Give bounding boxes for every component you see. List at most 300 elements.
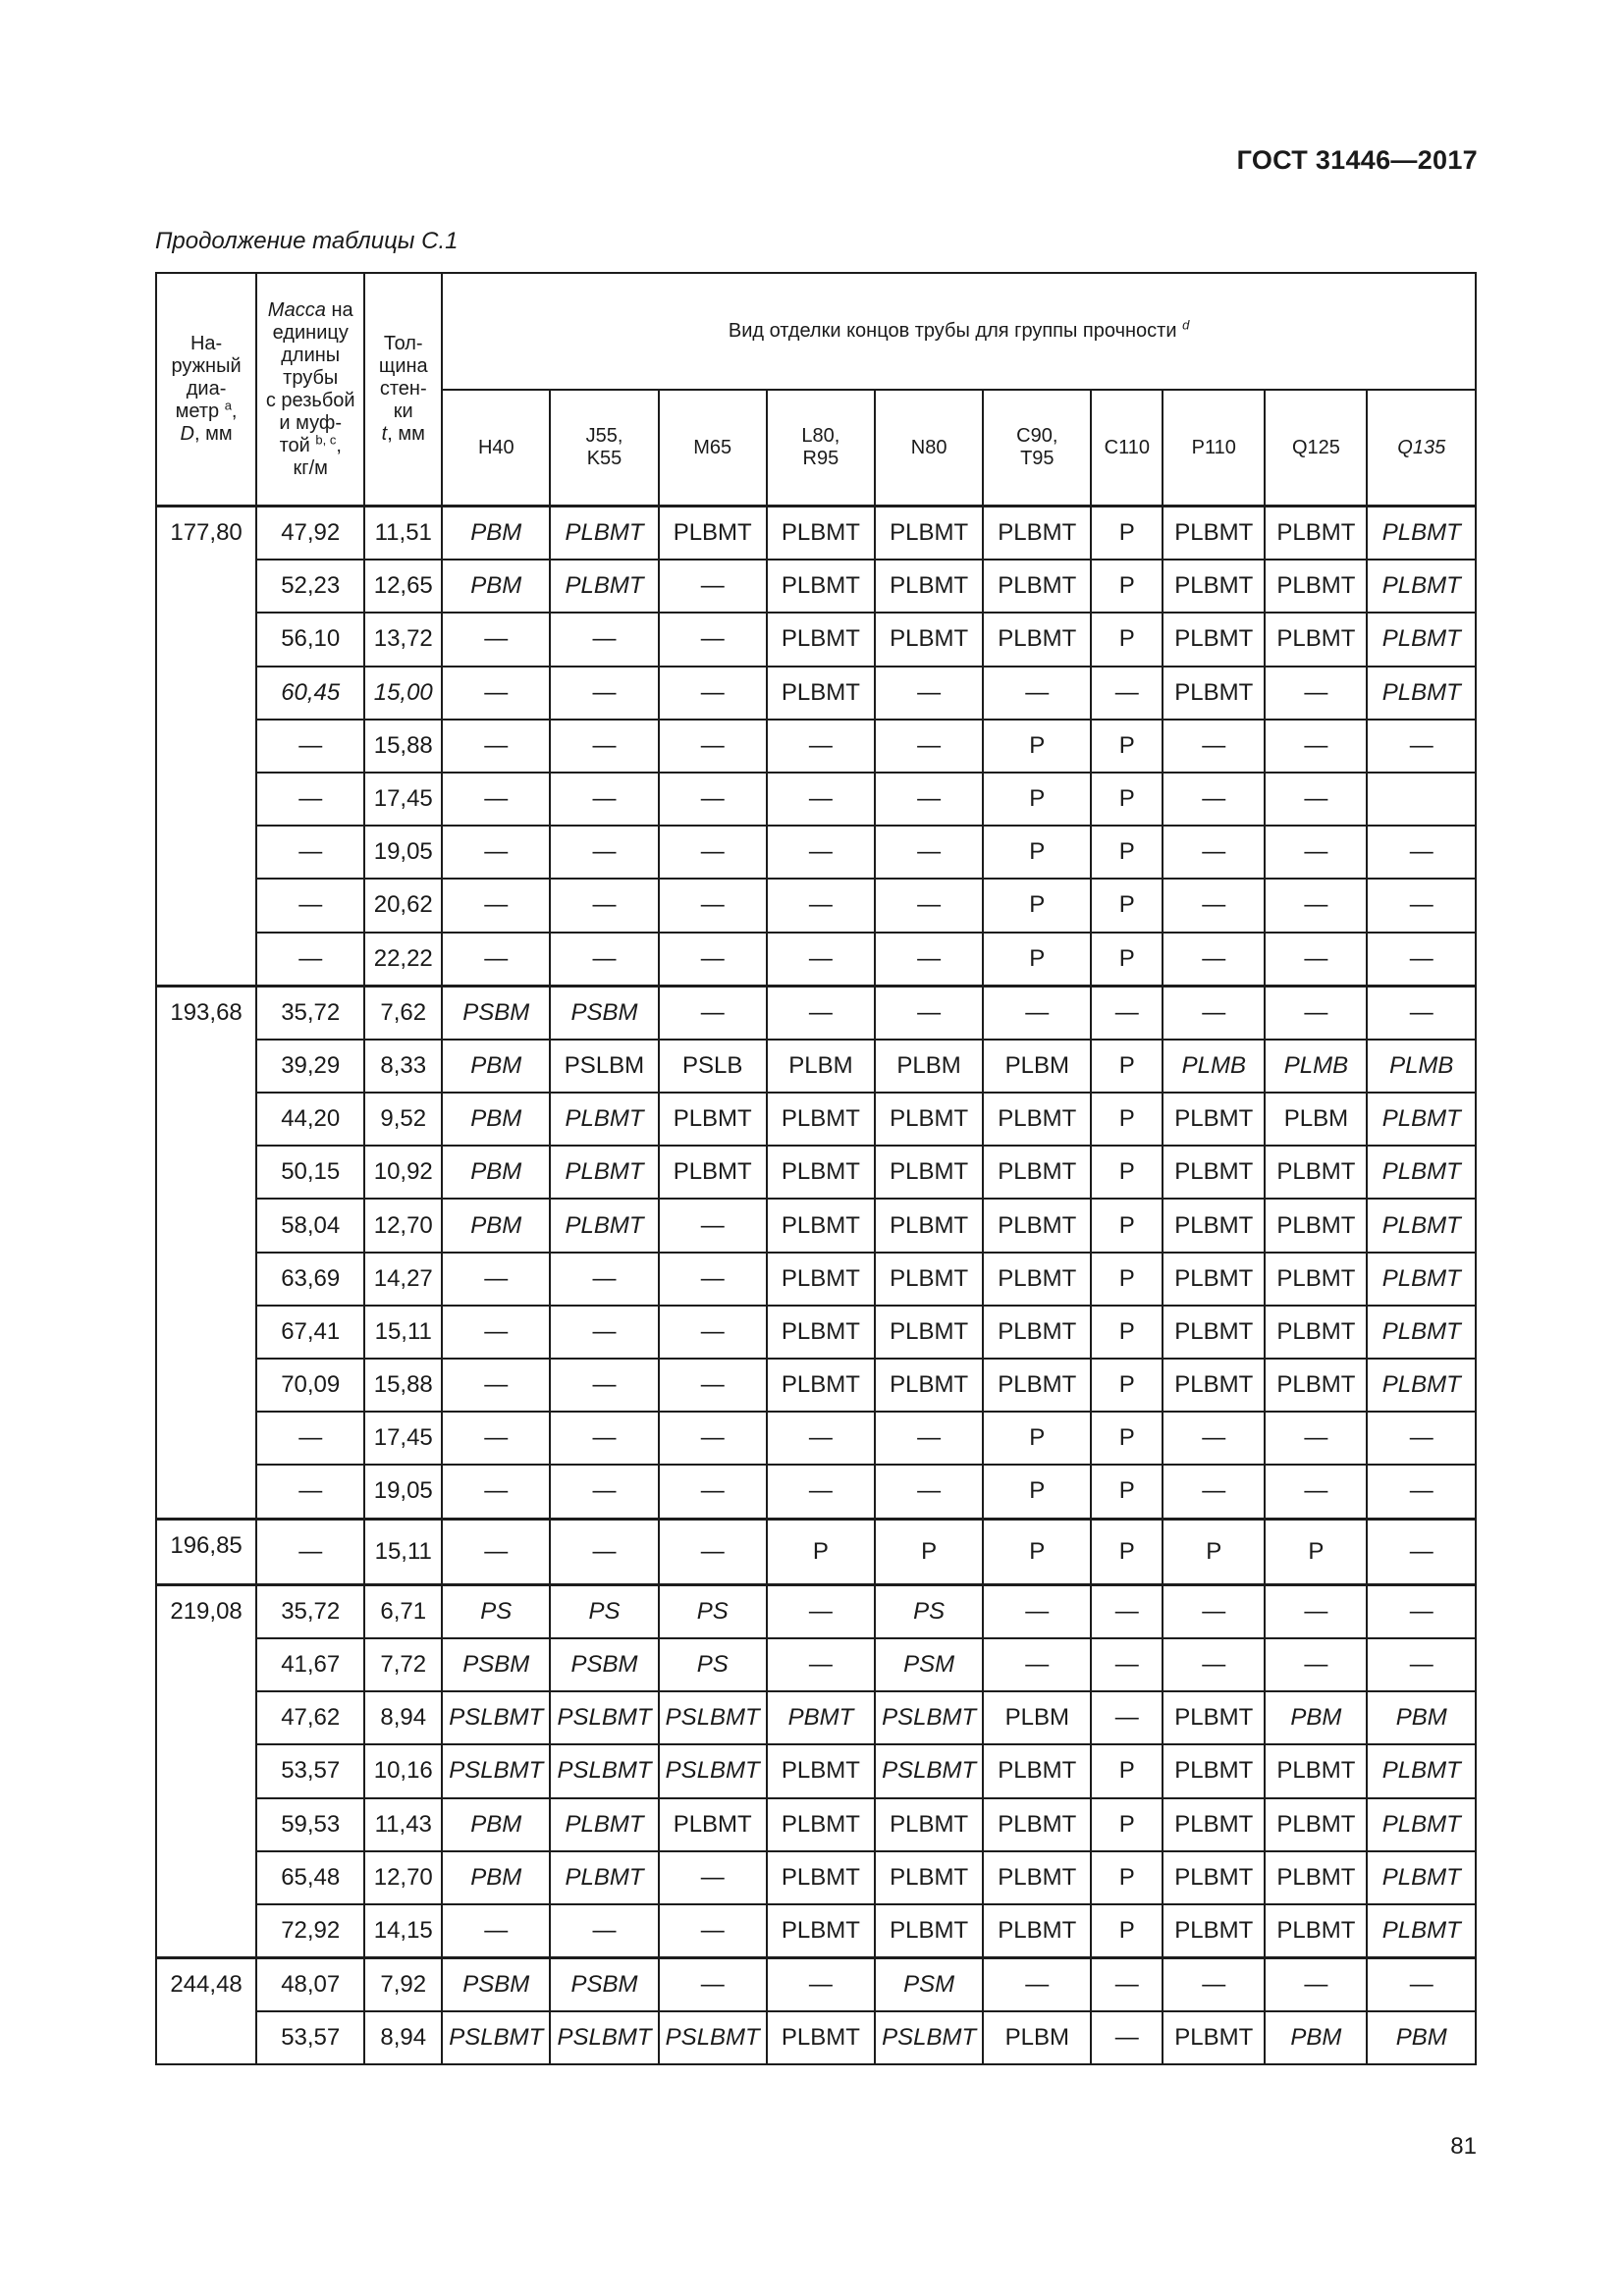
finish-cell: PLBMT [767,1253,875,1306]
finish-cell: PSLBMT [550,1744,658,1797]
table-row [156,1519,1476,1584]
finish-cell: PLBMT [1163,1904,1265,1958]
finish-cell: P [767,1519,875,1584]
mass-cell: 48,07 [256,1958,364,2012]
finish-cell: PLBMT [1265,1146,1367,1199]
finish-cell: PLBMT [1163,1146,1265,1199]
table-row [156,933,1476,987]
finish-cell: — [1367,879,1476,932]
finish-cell: PLBMT [659,507,767,561]
finish-cell: PSLBMT [875,1744,983,1797]
finish-cell: P [1091,1519,1163,1584]
thickness-cell: 12,65 [364,560,442,613]
table-row [156,1306,1476,1359]
finish-cell: — [767,1465,875,1519]
finish-cell: — [442,1359,550,1412]
thickness-cell: 10,92 [364,1146,442,1199]
finish-cell: PSLBMT [659,2011,767,2064]
finish-cell: PBM [1367,1691,1476,1744]
table-row [156,1040,1476,1093]
finish-cell: — [659,1958,767,2012]
finish-cell: PSLBMT [550,2011,658,2064]
finish-cell: — [1367,933,1476,987]
table-row [156,986,1476,1040]
finish-cell: — [983,986,1091,1040]
mass-cell: 44,20 [256,1093,364,1146]
finish-cell: — [1163,1958,1265,2012]
mass-cell: 53,57 [256,1744,364,1797]
finish-cell: P [1091,1744,1163,1797]
finish-cell: PSLBM [550,1040,658,1093]
thickness-cell: 8,33 [364,1040,442,1093]
thickness-cell: 13,72 [364,613,442,666]
finish-cell: PLBMT [875,1306,983,1359]
finish-cell: — [875,1465,983,1519]
thickness-cell: 7,92 [364,1958,442,2012]
finish-cell: — [659,1851,767,1904]
table-row [156,1851,1476,1904]
mass-cell: 41,67 [256,1638,364,1691]
finish-cell: — [550,933,658,987]
finish-cell: PSBM [442,1638,550,1691]
finish-cell: — [659,826,767,879]
mass-cell: — [256,1465,364,1519]
finish-cell: — [659,879,767,932]
finish-cell: — [442,720,550,773]
finish-cell: PLBM [767,1040,875,1093]
mass-cell: 39,29 [256,1040,364,1093]
finish-cell: PLBMT [550,1851,658,1904]
mass-cell: 70,09 [256,1359,364,1412]
header-grade: Q135 [1367,390,1476,507]
finish-cell: PLBMT [1265,1744,1367,1797]
mass-cell: 59,53 [256,1798,364,1851]
finish-cell: P [983,720,1091,773]
finish-cell: — [1163,773,1265,826]
finish-cell: P [1091,1465,1163,1519]
finish-cell: PLBMT [767,1093,875,1146]
thickness-cell: 12,70 [364,1199,442,1252]
finish-cell: — [1163,1465,1265,1519]
finish-cell: — [875,720,983,773]
table-row [156,667,1476,720]
finish-cell: PLBMT [983,1904,1091,1958]
finish-cell: PLBMT [550,1199,658,1252]
finish-cell: — [659,1904,767,1958]
finish-cell: — [550,879,658,932]
finish-cell: PLBMT [1265,1306,1367,1359]
finish-cell: — [550,1519,658,1584]
finish-cell: — [659,1519,767,1584]
finish-cell: — [767,773,875,826]
mass-cell: 58,04 [256,1199,364,1252]
finish-cell: — [442,1412,550,1465]
finish-cell: P [1091,1306,1163,1359]
header-grade: C110 [1091,390,1163,507]
finish-cell: — [659,1359,767,1412]
mass-cell: 47,62 [256,1691,364,1744]
finish-cell: — [442,1519,550,1584]
finish-cell: — [1091,1638,1163,1691]
finish-cell: PLBMT [767,1904,875,1958]
mass-cell: 52,23 [256,560,364,613]
finish-cell: PLBMT [659,1798,767,1851]
finish-cell: — [875,986,983,1040]
finish-cell: P [1091,1904,1163,1958]
finish-cell: PSLBMT [442,2011,550,2064]
header-grade: L80, R95 [767,390,875,507]
finish-cell: P [1163,1519,1265,1584]
finish-cell: P [1091,1093,1163,1146]
finish-cell: PLBMT [1367,1306,1476,1359]
finish-cell: PLBMT [1163,507,1265,561]
finish-cell: P [1091,933,1163,987]
thickness-cell: 7,72 [364,1638,442,1691]
finish-cell: P [875,1519,983,1584]
header-grade: H40 [442,390,550,507]
header-thickness: Тол- щина стен- ки t, мм [364,273,442,507]
thickness-cell: 8,94 [364,2011,442,2064]
mass-cell: 72,92 [256,1904,364,1958]
finish-cell: PLBMT [1163,2011,1265,2064]
finish-cell: — [767,720,875,773]
finish-cell: PLBMT [767,560,875,613]
finish-cell: P [1091,773,1163,826]
finish-cell: — [550,1359,658,1412]
finish-cell: PLBMT [983,507,1091,561]
finish-cell: PLBMT [1367,667,1476,720]
finish-cell: PLBMT [767,613,875,666]
finish-cell: — [1265,986,1367,1040]
mass-cell: 35,72 [256,1584,364,1638]
table-row [156,560,1476,613]
finish-cell: PLBMT [875,1851,983,1904]
finish-cell: — [875,879,983,932]
finish-cell: PLBMT [1163,613,1265,666]
finish-cell: — [1367,1519,1476,1584]
thickness-cell: 15,88 [364,1359,442,1412]
finish-cell: PBM [442,1146,550,1199]
table-row [156,2011,1476,2064]
thickness-cell: 6,71 [364,1584,442,1638]
mass-cell: — [256,1412,364,1465]
finish-cell: PSM [875,1638,983,1691]
finish-cell: PLBMT [550,507,658,561]
finish-cell: PBM [442,1040,550,1093]
table-row [156,773,1476,826]
finish-cell: — [550,1412,658,1465]
finish-cell: — [1265,933,1367,987]
finish-cell: — [442,826,550,879]
finish-cell: — [767,1584,875,1638]
finish-cell: P [983,1465,1091,1519]
finish-cell: PLMB [1265,1040,1367,1093]
table-row [156,720,1476,773]
finish-cell: — [1091,1584,1163,1638]
finish-cell: — [1091,986,1163,1040]
mass-cell: 35,72 [256,986,364,1040]
finish-cell: — [1367,1412,1476,1465]
header-grade: M65 [659,390,767,507]
finish-cell: PSLBMT [550,1691,658,1744]
finish-cell: PLBMT [1163,1851,1265,1904]
finish-cell: P [1091,826,1163,879]
finish-cell: PSLBMT [442,1744,550,1797]
page-number: 81 [1450,2133,1477,2160]
mass-cell: 47,92 [256,507,364,561]
header-mass: Масса на единицу длины трубы с резьбой и муф- той $^{b, c}$, кг/м [256,273,364,507]
finish-cell: — [1265,667,1367,720]
finish-cell: — [1163,1638,1265,1691]
finish-cell: — [550,613,658,666]
mass-cell: — [256,1519,364,1584]
diameter-cell: 177,80 [156,507,256,987]
thickness-cell: 14,15 [364,1904,442,1958]
thickness-cell: 22,22 [364,933,442,987]
finish-cell: — [1091,1958,1163,2012]
thickness-cell: 17,45 [364,1412,442,1465]
finish-cell: PLBMT [1367,613,1476,666]
finish-cell: PLBMT [767,1306,875,1359]
finish-cell: PLBMT [1163,1253,1265,1306]
finish-cell: PLBMT [983,1798,1091,1851]
finish-cell: — [767,1958,875,2012]
finish-cell: — [550,720,658,773]
finish-cell: — [1163,1412,1265,1465]
finish-cell: — [550,1465,658,1519]
finish-cell: PLBMT [1265,1904,1367,1958]
finish-cell: PLBMT [875,560,983,613]
finish-cell: PLBMT [767,1798,875,1851]
finish-cell: PSLBMT [875,2011,983,2064]
finish-cell: — [659,1199,767,1252]
finish-cell: P [1091,613,1163,666]
finish-cell: PLBMT [1163,1199,1265,1252]
finish-cell: PLBMT [767,1744,875,1797]
finish-cell: PLBMT [1265,1798,1367,1851]
finish-cell: — [1367,1584,1476,1638]
finish-cell: — [1367,720,1476,773]
finish-cell: PLBMT [875,1199,983,1252]
finish-cell: P [983,1412,1091,1465]
finish-cell: — [1265,1465,1367,1519]
finish-cell: PLBMT [1265,1851,1367,1904]
finish-cell: — [1265,1584,1367,1638]
mass-cell: 53,57 [256,2011,364,2064]
finish-cell: P [1091,1412,1163,1465]
finish-cell: PLBMT [767,1359,875,1412]
finish-cell: PLBMT [1367,1253,1476,1306]
finish-cell: PLBMT [875,1904,983,1958]
finish-cell: — [659,560,767,613]
thickness-cell: 11,43 [364,1798,442,1851]
finish-cell: PLBMT [1163,560,1265,613]
finish-cell: PLBMT [1265,1199,1367,1252]
mass-cell: 67,41 [256,1306,364,1359]
finish-cell: PLBMT [983,1306,1091,1359]
thickness-cell: 20,62 [364,879,442,932]
finish-cell: PS [875,1584,983,1638]
mass-cell: 60,45 [256,667,364,720]
finish-cell: PLBMT [1367,1744,1476,1797]
finish-cell: PBM [442,507,550,561]
finish-cell: PLBMT [1265,560,1367,613]
finish-cell: PLBMT [1367,507,1476,561]
finish-cell: PLBMT [875,613,983,666]
finish-cell: PLBMT [983,1744,1091,1797]
finish-cell: — [1163,826,1265,879]
finish-cell: PBM [442,1798,550,1851]
finish-cell: — [659,613,767,666]
finish-cell: — [1367,1638,1476,1691]
finish-cell: PSBM [442,986,550,1040]
finish-cell: P [1091,507,1163,561]
mass-cell: 65,48 [256,1851,364,1904]
finish-cell: P [1091,560,1163,613]
finish-cell: — [1265,1412,1367,1465]
finish-cell: PLBMT [1367,1146,1476,1199]
table-row [156,879,1476,932]
finish-cell: — [659,986,767,1040]
finish-cell: — [659,1306,767,1359]
finish-cell: PBM [1265,1691,1367,1744]
finish-cell: PSM [875,1958,983,2012]
table-row [156,1691,1476,1744]
finish-cell: PLBMT [1265,1253,1367,1306]
mass-cell: — [256,720,364,773]
header-grade: P110 [1163,390,1265,507]
finish-cell: PLBMT [1163,1691,1265,1744]
finish-cell: — [1163,986,1265,1040]
finish-cell: PLBMT [1367,1359,1476,1412]
finish-cell: PBM [1265,2011,1367,2064]
finish-cell: — [1367,1465,1476,1519]
finish-cell: — [875,933,983,987]
finish-cell: PSBM [550,1958,658,2012]
finish-cell: P [1091,1253,1163,1306]
finish-cell: PLBMT [767,507,875,561]
table-row [156,826,1476,879]
finish-cell: — [767,933,875,987]
finish-cell: — [1265,773,1367,826]
finish-cell: PSLB [659,1040,767,1093]
finish-cell: PLBMT [875,1093,983,1146]
finish-cell: — [1265,879,1367,932]
finish-cell: P [983,773,1091,826]
finish-cell: — [983,1638,1091,1691]
diameter-cell: 193,68 [156,986,256,1519]
finish-cell: — [442,773,550,826]
header-grade: N80 [875,390,983,507]
finish-cell: PLBM [1265,1093,1367,1146]
finish-cell: — [767,879,875,932]
finish-cell: — [767,1412,875,1465]
header-finish-group: Вид отделки концов трубы для группы прочности $^d$ [442,273,1476,390]
finish-cell: — [767,826,875,879]
finish-cell: — [983,667,1091,720]
finish-cell: P [983,1519,1091,1584]
finish-cell: PLBMT [983,560,1091,613]
finish-cell: P [1091,1040,1163,1093]
finish-cell: PLBMT [983,1199,1091,1252]
finish-cell: PLBMT [550,1798,658,1851]
finish-cell: PLBMT [659,1146,767,1199]
finish-cell: P [1091,1798,1163,1851]
table-row [156,1412,1476,1465]
header-grade: J55, K55 [550,390,658,507]
table-row [156,507,1476,561]
finish-cell: — [875,826,983,879]
finish-cell: PLBMT [1265,1359,1367,1412]
table-row [156,1904,1476,1958]
mass-cell: 63,69 [256,1253,364,1306]
finish-cell: PLBMT [767,667,875,720]
finish-cell: PSBM [550,1638,658,1691]
finish-cell: — [550,1253,658,1306]
finish-cell: — [1265,720,1367,773]
table-row [156,1744,1476,1797]
thickness-cell: 10,16 [364,1744,442,1797]
finish-cell: PLBMT [983,1851,1091,1904]
finish-cell: PLBMT [875,1798,983,1851]
table-row [156,1199,1476,1252]
finish-cell: PLBMT [767,1199,875,1252]
finish-cell: PLBMT [983,1093,1091,1146]
finish-cell: — [442,613,550,666]
thickness-cell: 19,05 [364,826,442,879]
finish-cell: PLBMT [875,1359,983,1412]
finish-cell: PLBM [875,1040,983,1093]
header-diameter: На- ружный диа- метр $^a$, D, мм [156,273,256,507]
finish-cell: PS [659,1638,767,1691]
finish-cell: — [767,1638,875,1691]
finish-cell: PSBM [442,1958,550,2012]
pipe-end-finish-table [155,272,1477,2065]
finish-cell: PLBM [983,2011,1091,2064]
finish-cell: PLBMT [550,1093,658,1146]
finish-cell: — [442,933,550,987]
table-row [156,1584,1476,1638]
finish-cell: P [1091,720,1163,773]
finish-cell: — [1163,1584,1265,1638]
thickness-cell: 7,62 [364,986,442,1040]
finish-cell: — [442,1904,550,1958]
mass-cell: — [256,933,364,987]
diameter-cell: 244,48 [156,1958,256,2065]
finish-cell: PLBMT [1367,560,1476,613]
finish-cell: — [983,1584,1091,1638]
finish-cell: — [550,667,658,720]
finish-cell: PS [659,1584,767,1638]
thickness-cell: 14,27 [364,1253,442,1306]
finish-cell: — [442,1465,550,1519]
mass-cell: 50,15 [256,1146,364,1199]
finish-cell: PLBMT [983,1146,1091,1199]
finish-cell: — [1091,667,1163,720]
finish-cell: PLBMT [1265,507,1367,561]
finish-cell: PS [550,1584,658,1638]
finish-cell: — [550,1306,658,1359]
finish-cell: PLBMT [875,1253,983,1306]
header-grade: Q125 [1265,390,1367,507]
finish-cell: PLBMT [1265,613,1367,666]
finish-cell: — [875,773,983,826]
finish-cell: — [1367,986,1476,1040]
finish-cell: — [550,826,658,879]
finish-cell: PLBMT [1367,1199,1476,1252]
thickness-cell: 15,88 [364,720,442,773]
finish-cell: P [1091,1359,1163,1412]
